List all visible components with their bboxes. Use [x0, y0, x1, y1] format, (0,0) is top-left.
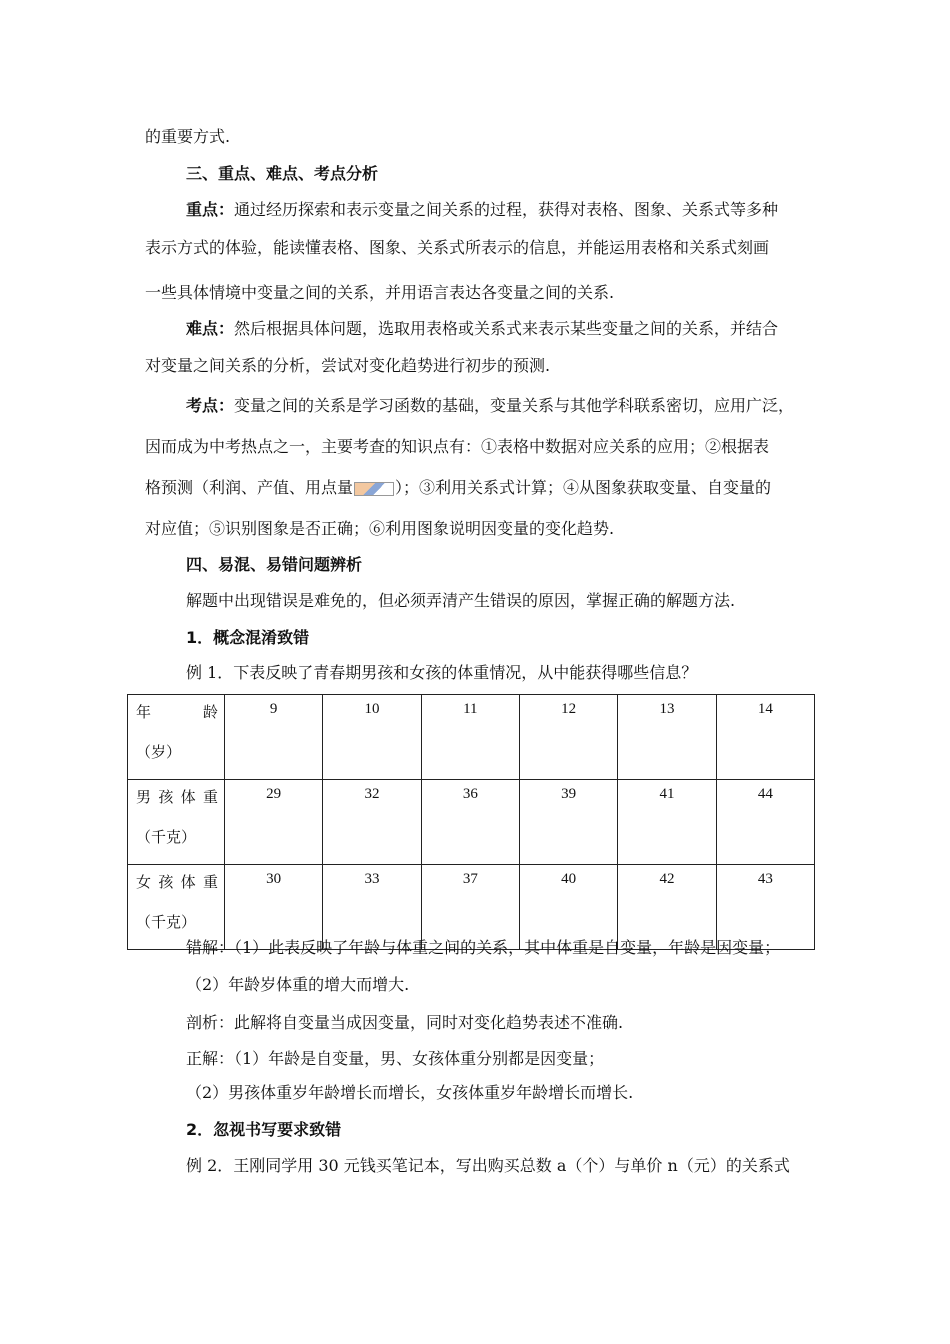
difficulty-label: 难点： [186, 319, 235, 338]
exam-line4: 对应值；⑤识别图象是否正确；⑥利用图象说明因变量的变化趋势. [145, 519, 615, 538]
difficulty-line2: 对变量之间关系的分析，尝试对变化趋势进行初步的预测. [145, 356, 551, 375]
table-cell: 11 [421, 695, 519, 780]
exam-line1: 考点：变量之间的关系是学习函数的基础，变量关系与其他学科联系密切，应用广泛， [186, 396, 795, 415]
table-cell: 12 [519, 695, 617, 780]
weight-table [127, 694, 815, 950]
key-points-line3: 一些具体情境中变量之间的关系，并用语言表达各变量之间的关系. [145, 283, 615, 302]
table-cell: 29 [225, 780, 323, 865]
difficulty-line1: 难点：然后根据具体问题，选取用表格或关系式来表示某些变量之间的关系，并结合 [186, 319, 779, 338]
table-cell: 9 [225, 695, 323, 780]
row-header: 女孩体重 （千克） [128, 865, 225, 950]
exam-line3: 格预测（利润、产值、用点量 ）；③利用关系式计算；④从图象获取变量、自变量的 [145, 478, 772, 497]
table-cell: 32 [323, 780, 421, 865]
table-cell: 10 [323, 695, 421, 780]
exam-line2: 因而成为中考热点之一，主要考查的知识点有：①表格中数据对应关系的应用；②根据表 [145, 437, 770, 456]
analysis: 剖析：此解将自变量当成因变量，同时对变化趋势表述不准确. [186, 1013, 624, 1032]
wrong-solution-2: （2）年龄岁体重的增大而增大. [186, 975, 410, 994]
key-points-line2: 表示方式的体验，能读懂表格、图象、关系式所表示的信息，并能运用表格和关系式刻画 [145, 238, 770, 257]
table-cell: 44 [716, 780, 814, 865]
table-cell: 42 [618, 865, 716, 950]
exam-label: 考点： [186, 396, 235, 415]
key-points-line1: 重点：通过经历探索和表示变量之间关系的过程，获得对表格、图象、关系式等多种 [186, 200, 779, 219]
table-cell: 14 [716, 695, 814, 780]
table-cell: 40 [519, 865, 617, 950]
table-cell: 41 [618, 780, 716, 865]
table-cell: 36 [421, 780, 519, 865]
section4-heading: 四、易混、易错问题辨析 [186, 555, 363, 574]
section4-intro: 解题中出现错误是难免的，但必须弄清产生错误的原因，掌握正确的解题方法. [186, 591, 736, 610]
example-2: 例 2．王刚同学用 30 元钱买笔记本，写出购买总数 a（个）与单价 n（元）的关系式 [186, 1156, 790, 1175]
table-cell: 39 [519, 780, 617, 865]
key-points-label: 重点： [186, 200, 235, 219]
table-cell: 43 [716, 865, 814, 950]
inline-image [354, 482, 394, 496]
subheading-1: 1．概念混淆致错 [186, 628, 310, 647]
table-cell: 30 [225, 865, 323, 950]
correct-solution-1: 正解：（1）年龄是自变量，男、女孩体重分别都是因变量； [186, 1049, 605, 1068]
wrong-solution-1: 错解：（1）此表反映了年龄与体重之间的关系，其中体重是自变量，年龄是因变量； [186, 938, 781, 957]
table-cell: 13 [618, 695, 716, 780]
table-row [128, 780, 815, 865]
row-header: 年 龄 （岁） [128, 695, 225, 780]
example-1: 例 1．下表反映了青春期男孩和女孩的体重情况，从中能获得哪些信息？ [186, 663, 698, 682]
correct-solution-2: （2）男孩体重岁年龄增长而增长，女孩体重岁年龄增长而增长. [186, 1083, 634, 1102]
table-cell: 33 [323, 865, 421, 950]
section3-heading: 三、重点、难点、考点分析 [186, 164, 379, 183]
row-header: 男孩体重 （千克） [128, 780, 225, 865]
intro-end: 的重要方式. [145, 127, 231, 146]
subheading-2: 2．忽视书写要求致错 [186, 1120, 342, 1139]
table-row [128, 695, 815, 780]
table-cell: 37 [421, 865, 519, 950]
